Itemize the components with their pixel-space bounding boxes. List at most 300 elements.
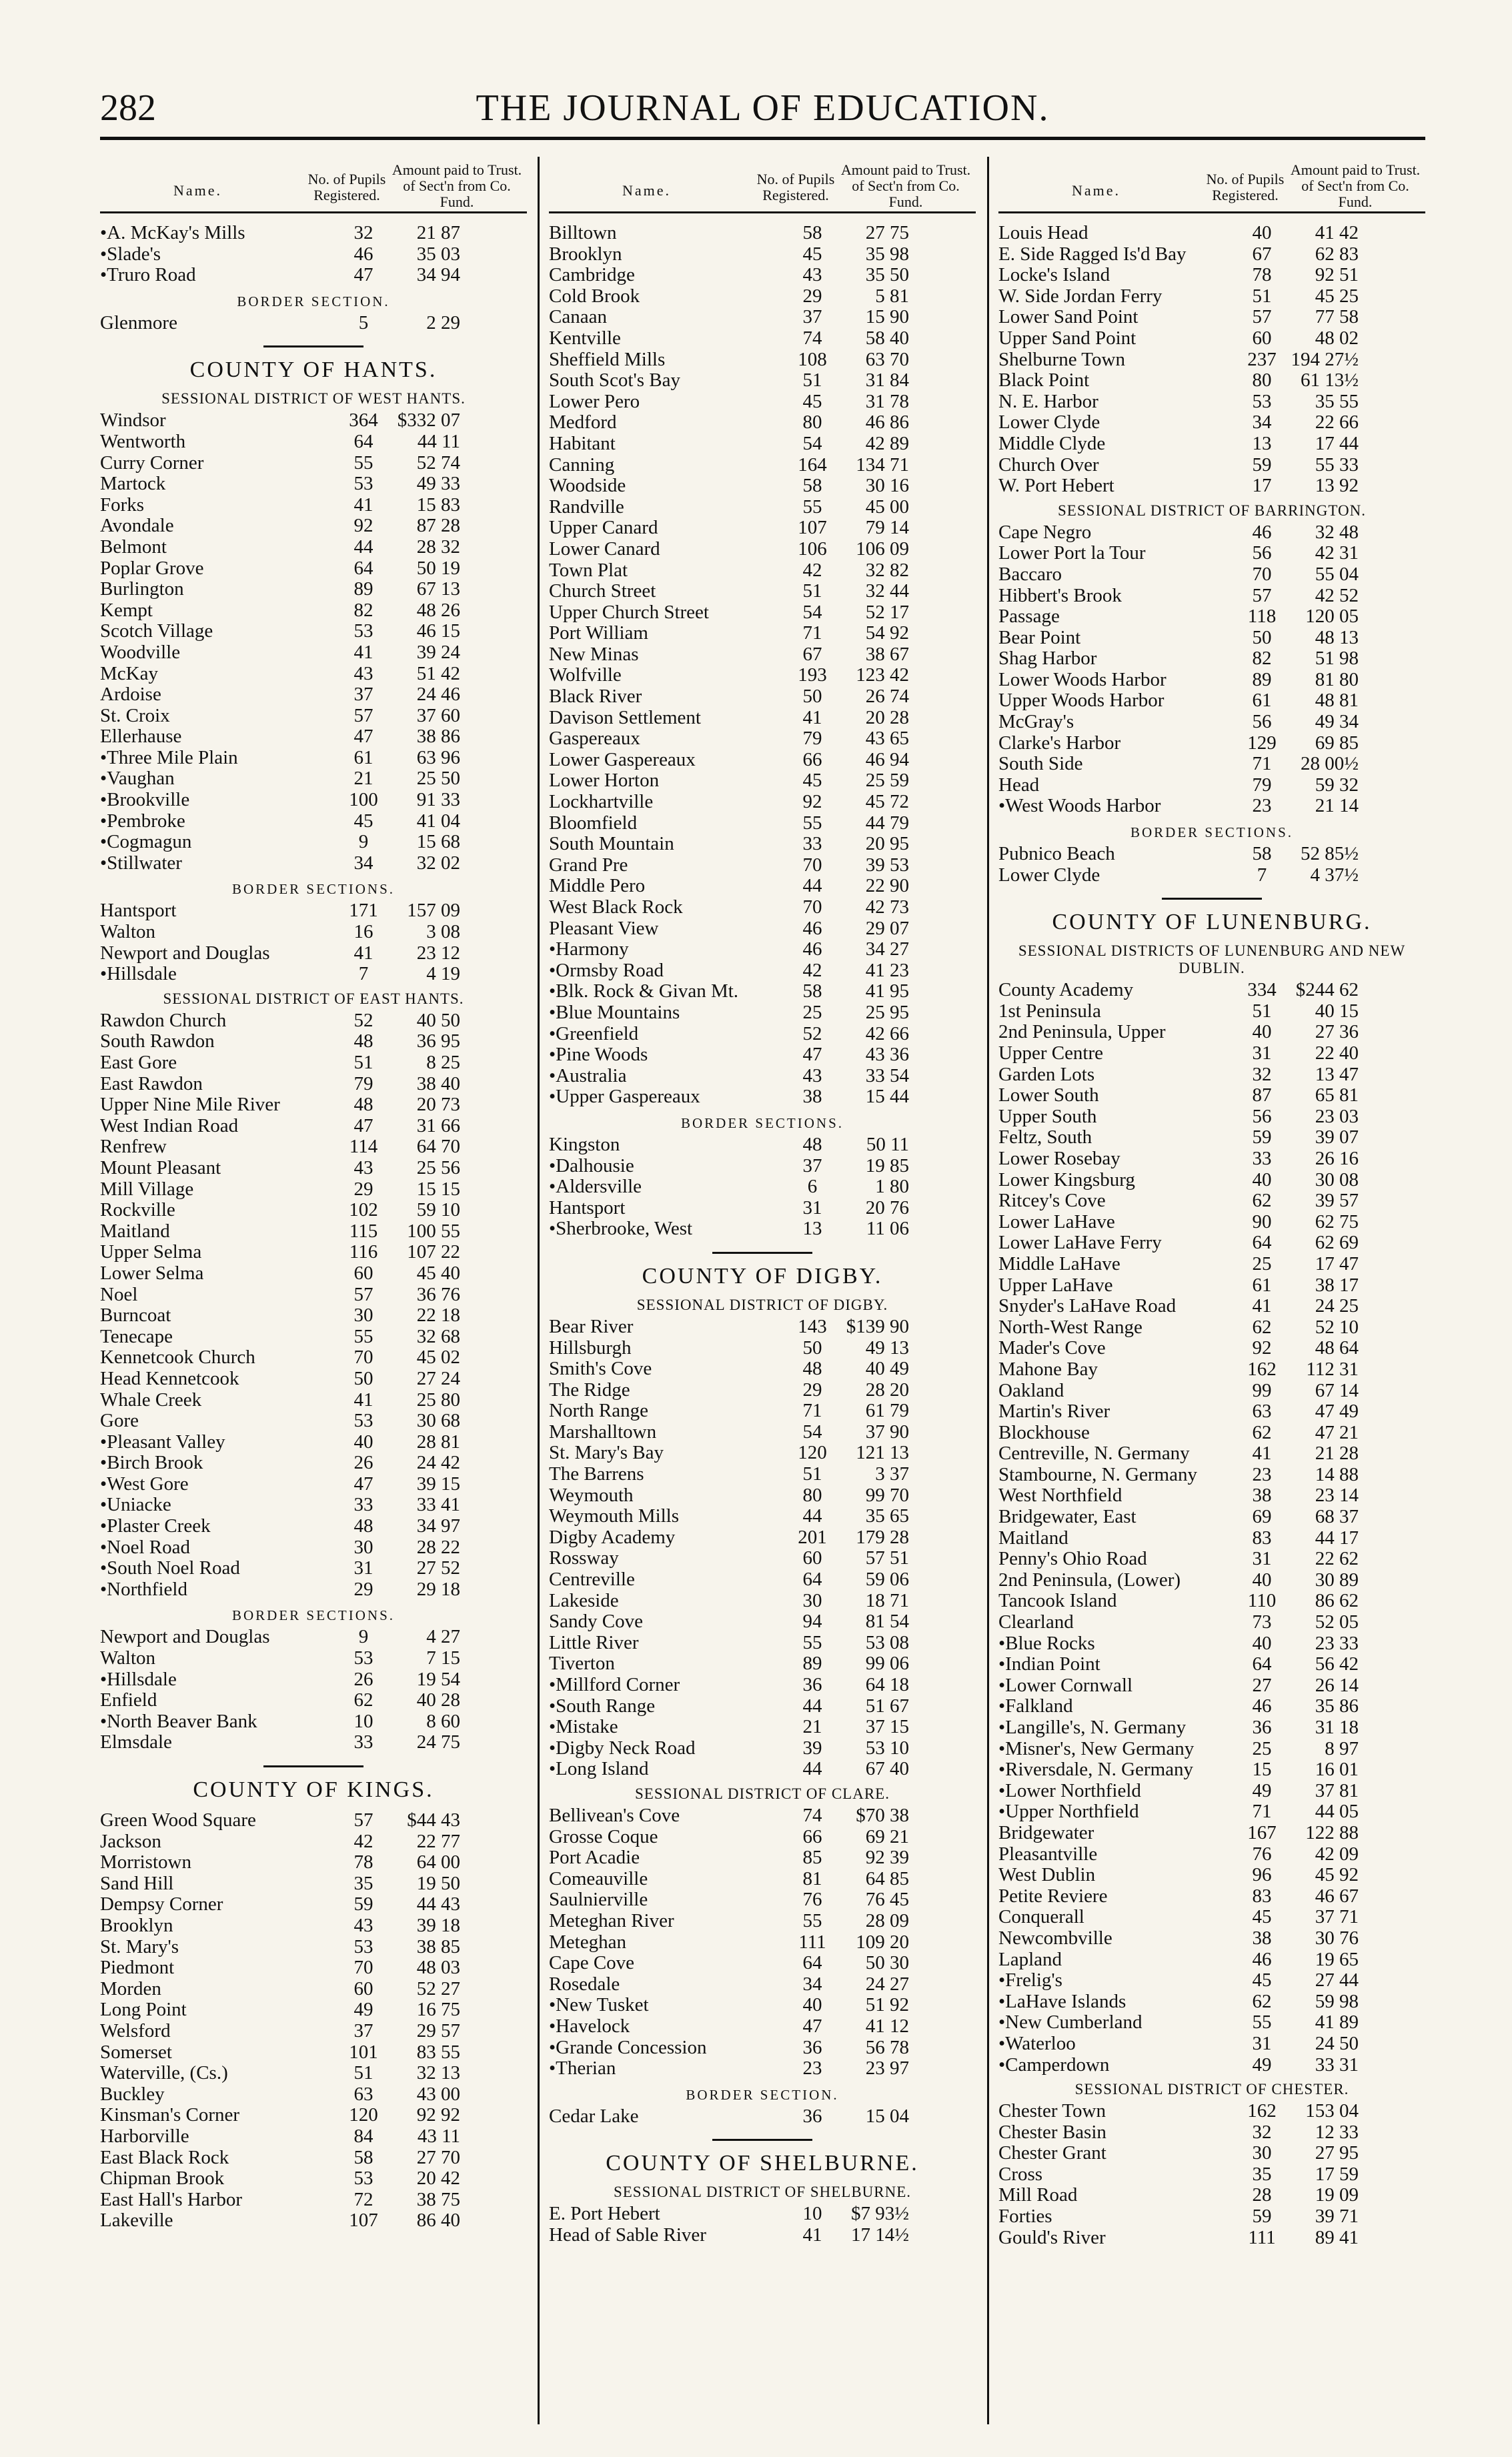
pupils-value: 59: [353, 1893, 373, 1915]
section-divider: [712, 1252, 812, 1254]
table-row: [998, 606, 1425, 628]
amount-value: 56 42: [1315, 1653, 1359, 1675]
header-amount: Amount paid to Trust. of Sect'n from Co. Fund.: [840, 161, 971, 210]
amount-value: 30 89: [1315, 1569, 1359, 1591]
section-name: Newport and Douglas: [100, 1627, 270, 1648]
table-row: [549, 1953, 976, 1974]
amount-value: 45 40: [416, 1262, 460, 1284]
section-name: Petite Reviere: [998, 1885, 1108, 1907]
table-row: [549, 244, 976, 265]
pupils-value: 55: [353, 1325, 373, 1347]
amount-value: 106 09: [856, 538, 909, 560]
pupils-value: 52: [353, 1009, 373, 1031]
section-name: Jackson: [100, 1831, 161, 1852]
pupils-value: 13: [802, 1218, 822, 1240]
amount-value: 37 71: [1315, 1906, 1359, 1928]
pupils-value: 35: [353, 1872, 373, 1894]
section-name: •Indian Point: [998, 1654, 1100, 1675]
amount-value: 18 71: [865, 1589, 909, 1611]
section-name: •Blk. Rock & Givan Mt.: [549, 981, 739, 1002]
amount-value: 42 52: [1315, 584, 1359, 606]
amount-value: 27 44: [1315, 1969, 1359, 1991]
section-name: •Blue Mountains: [549, 1002, 680, 1023]
pupils-value: 31: [802, 1196, 822, 1218]
amount-value: 44 17: [1315, 1527, 1359, 1549]
table-row: [100, 1411, 527, 1432]
pupils-value: 51: [1252, 1000, 1272, 1022]
pupils-value: 45: [1252, 1969, 1272, 1991]
amount-value: 8 25: [426, 1052, 460, 1073]
section-name: Bellivean's Cove: [549, 1805, 680, 1826]
pupils-value: 74: [802, 1804, 822, 1826]
amount-value: 17 47: [1315, 1253, 1359, 1275]
section-name: Wentworth: [100, 431, 186, 452]
amount-value: 45 00: [865, 496, 909, 518]
section-name: •Langille's, N. Germany: [998, 1717, 1187, 1738]
pupils-value: 116: [349, 1241, 378, 1263]
pupils-value: 71: [802, 1400, 822, 1422]
table-row: [100, 1579, 527, 1601]
amount-value: 42 31: [1315, 542, 1359, 564]
pupils-value: 56: [1252, 542, 1272, 564]
amount-value: 27 70: [416, 2146, 460, 2168]
pupils-value: 58: [802, 980, 822, 1002]
section-name: Tiverton: [549, 1653, 615, 1675]
section-name: North Range: [549, 1401, 648, 1422]
table-row: [998, 1928, 1425, 1949]
table-row: [100, 1711, 527, 1733]
table-row: [549, 602, 976, 624]
section-name: •Three Mile Plain: [100, 747, 238, 768]
amount-value: 64 18: [865, 1674, 909, 1695]
pupils-value: 51: [802, 580, 822, 602]
table-row: [998, 775, 1425, 796]
amount-value: 179 28: [856, 1526, 909, 1548]
table-row: [549, 665, 976, 686]
table-row: [100, 1453, 527, 1474]
pupils-value: 45: [802, 390, 822, 412]
table-row: [549, 1176, 976, 1198]
table-row: [549, 770, 976, 792]
table-row: [549, 328, 976, 349]
pupils-value: 87: [1252, 1084, 1272, 1106]
pupils-value: 83: [1252, 1527, 1272, 1549]
amount-value: 22 18: [416, 1305, 460, 1327]
table-row: [998, 286, 1425, 307]
amount-value: 49 33: [416, 473, 460, 495]
pupils-value: 40: [1252, 1168, 1272, 1190]
table-row: [998, 1886, 1425, 1907]
table-row: [998, 2143, 1425, 2164]
table-row: [998, 1907, 1425, 1928]
table-row: [549, 1024, 976, 1045]
district-heading: SESSIONAL DISTRICT OF EAST HANTS.: [163, 990, 464, 1007]
table-row: [998, 2164, 1425, 2186]
amount-value: 38 40: [416, 1072, 460, 1094]
amount-value: 22 62: [1315, 1548, 1359, 1570]
section-name: N. E. Harbor: [998, 391, 1098, 412]
pupils-value: 43: [802, 1064, 822, 1086]
amount-value: 42 89: [865, 432, 909, 454]
amount-value: 54 92: [865, 622, 909, 644]
section-name: Weymouth Mills: [549, 1506, 680, 1527]
table-row: [549, 1827, 976, 1848]
pupils-value: 41: [353, 641, 373, 663]
table-row: [549, 1995, 976, 2016]
amount-value: 34 97: [416, 1515, 460, 1537]
amount-value: 24 50: [1315, 2032, 1359, 2054]
pupils-value: 53: [353, 620, 373, 642]
pupils-value: 34: [353, 852, 373, 874]
pupils-value: 84: [353, 2125, 373, 2147]
amount-value: 22 66: [1315, 412, 1359, 434]
section-name: •Uniacke: [100, 1495, 171, 1516]
amount-value: 37 60: [416, 704, 460, 726]
table-row: [100, 410, 527, 432]
table-row: [549, 370, 976, 391]
amount-value: 22 90: [865, 875, 909, 897]
section-name: Black River: [549, 686, 642, 708]
table-row: [100, 2148, 527, 2169]
table-row: [100, 2042, 527, 2064]
section-name: Baccaro: [998, 564, 1062, 585]
section-name: Belmont: [100, 536, 167, 558]
amount-value: 7 15: [426, 1647, 460, 1669]
table-row: [998, 1338, 1425, 1359]
pupils-value: 90: [1252, 1210, 1272, 1233]
border-heading: BORDER SECTIONS.: [680, 1114, 844, 1131]
amount-value: 24 75: [416, 1731, 460, 1753]
section-name: •Ormsby Road: [549, 960, 664, 981]
pupils-value: 42: [802, 559, 822, 581]
section-name: •New Tusket: [549, 1995, 649, 2016]
amount-value: 48 81: [1315, 690, 1359, 712]
pupils-value: 46: [1252, 521, 1272, 543]
section-name: •Havelock: [549, 2015, 630, 2037]
amount-value: 81 80: [1315, 668, 1359, 690]
section-name: •Upper Northfield: [998, 1801, 1139, 1823]
pupils-value: 43: [353, 1156, 373, 1178]
section-name: Upper Nine Mile River: [100, 1094, 280, 1116]
table-row: [549, 792, 976, 813]
section-name: •Long Island: [549, 1759, 649, 1780]
pupils-value: 60: [353, 1262, 373, 1284]
amount-value: 40 28: [416, 1689, 460, 1711]
amount-value: 41 89: [1315, 2011, 1359, 2033]
pupils-value: 10: [802, 2203, 822, 2225]
section-name: Lower Gaspereaux: [549, 749, 696, 770]
pupils-value: 80: [802, 1484, 822, 1506]
pupils-value: 129: [1247, 732, 1277, 754]
pupils-value: 25: [1252, 1253, 1272, 1275]
table-row: [998, 1970, 1425, 1991]
section-name: Lakeville: [100, 2210, 173, 2232]
amount-value: 35 03: [416, 243, 460, 265]
pupils-value: 58: [1252, 843, 1272, 865]
pupils-value: 25: [1252, 1737, 1272, 1759]
pupils-value: 64: [802, 1952, 822, 1974]
table-row: [998, 733, 1425, 754]
pupils-value: 143: [798, 1315, 827, 1337]
pupils-value: 33: [802, 833, 822, 855]
section-name: Middle LaHave: [998, 1253, 1120, 1275]
table-row: [549, 476, 976, 497]
section-name: Locke's Island: [998, 265, 1110, 286]
section-name: Sandy Cove: [549, 1611, 643, 1633]
pupils-value: 101: [349, 2041, 378, 2063]
amount-value: 27 24: [416, 1367, 460, 1389]
section-name: Blockhouse: [998, 1422, 1090, 1443]
pupils-value: 60: [353, 1977, 373, 1999]
section-name: Maitland: [100, 1220, 170, 1242]
amount-value: 4 37½: [1310, 864, 1359, 886]
amount-value: 21 28: [1315, 1443, 1359, 1465]
table-row: [100, 579, 527, 600]
amount-value: 20 76: [865, 1196, 909, 1218]
district-heading: SESSIONAL DISTRICT OF BARRINGTON.: [1058, 502, 1366, 519]
table-row: [100, 1558, 527, 1579]
amount-value: 30 76: [1315, 1927, 1359, 1949]
table-row: [100, 1732, 527, 1753]
table-row: [998, 1612, 1425, 1633]
section-name: Waterville, (Cs.): [100, 2063, 228, 2084]
pupils-value: 21: [353, 768, 373, 790]
header-name: Name.: [622, 182, 672, 199]
amount-value: 62 75: [1315, 1210, 1359, 1233]
section-name: Kinsman's Corner: [100, 2105, 240, 2126]
table-row: [998, 1275, 1425, 1297]
pupils-value: 201: [798, 1526, 827, 1548]
pupils-value: 52: [802, 1022, 822, 1044]
table-row: [100, 495, 527, 516]
section-name: Head of Sable River: [549, 2224, 706, 2246]
table-row: [998, 796, 1425, 817]
amount-value: 44 11: [417, 430, 460, 452]
table-row: [998, 2012, 1425, 2033]
pupils-value: 43: [802, 264, 822, 286]
amount-value: 45 92: [1315, 1864, 1359, 1886]
pupils-value: 38: [1252, 1485, 1272, 1507]
section-name: Head Kennetcook: [100, 1368, 239, 1389]
section-name: Lower Clyde: [998, 864, 1100, 886]
pupils-value: 67: [802, 643, 822, 665]
amount-value: 44 79: [865, 812, 909, 834]
amount-value: 48 13: [1315, 626, 1359, 648]
table-row: [998, 2228, 1425, 2249]
pupils-value: 79: [802, 728, 822, 750]
pupils-value: 45: [1252, 1906, 1272, 1928]
section-name: Little River: [549, 1632, 639, 1653]
pupils-value: 30: [353, 1305, 373, 1327]
section-name: County Academy: [998, 980, 1134, 1001]
table-row: [998, 455, 1425, 476]
amount-value: 22 77: [416, 1830, 460, 1852]
section-name: Upper Centre: [998, 1043, 1104, 1064]
county-heading: COUNTY OF KINGS.: [193, 1777, 434, 1802]
amount-value: 49 13: [865, 1337, 909, 1359]
pupils-value: 30: [353, 1536, 373, 1558]
table-row: [100, 2084, 527, 2106]
section-name: •New Cumberland: [998, 2012, 1143, 2033]
amount-value: 121 13: [856, 1442, 909, 1464]
amount-value: 61 79: [865, 1400, 909, 1422]
pupils-value: 37: [802, 306, 822, 328]
pupils-value: 31: [1252, 1548, 1272, 1570]
district-heading: SESSIONAL DISTRICT OF CLARE.: [635, 1785, 890, 1802]
section-name: Cape Cove: [549, 1953, 635, 1974]
table-row: [549, 2058, 976, 2080]
amount-value: 19 54: [416, 1668, 460, 1690]
amount-value: 31 84: [865, 369, 909, 391]
pupils-value: 193: [798, 664, 827, 686]
table-row: [100, 2021, 527, 2042]
section-name: Cross: [998, 2164, 1043, 2185]
amount-value: $139 90: [846, 1315, 909, 1337]
section-name: Church Over: [998, 454, 1099, 476]
section-name: 2nd Peninsula, Upper: [998, 1022, 1166, 1043]
pupils-value: 40: [1252, 1021, 1272, 1043]
amount-value: 27 52: [416, 1557, 460, 1579]
pupils-value: 89: [1252, 668, 1272, 690]
pupils-value: 57: [353, 1283, 373, 1305]
table-row: [100, 1690, 527, 1711]
section-name: Town Plat: [549, 560, 628, 581]
column-body: [998, 223, 1425, 2248]
pupils-value: 36: [802, 2105, 822, 2127]
amount-value: 59 98: [1315, 1990, 1359, 2012]
amount-value: 53 10: [865, 1737, 909, 1759]
pupils-value: 83: [1252, 1885, 1272, 1907]
pupils-value: 164: [798, 454, 827, 476]
amount-value: 52 85½: [1301, 843, 1359, 865]
section-name: McGray's: [998, 712, 1074, 733]
table-row: [549, 750, 976, 771]
pupils-value: 111: [798, 1931, 826, 1953]
amount-value: 37 81: [1315, 1779, 1359, 1801]
amount-value: 4 27: [426, 1626, 460, 1648]
table-row: [998, 1148, 1425, 1170]
table-row: [100, 1937, 527, 1958]
amount-value: 35 98: [865, 243, 909, 265]
amount-value: 32 13: [416, 2062, 460, 2084]
section-name: Upper Church Street: [549, 602, 709, 623]
border-heading: BORDER SECTIONS.: [231, 1607, 396, 1624]
table-row: [549, 560, 976, 582]
amount-value: 122 88: [1305, 1821, 1359, 1843]
pupils-value: 40: [802, 1994, 822, 2016]
amount-value: 30 16: [865, 475, 909, 497]
section-name: Lower Rosebay: [998, 1148, 1120, 1169]
pupils-value: 60: [802, 1547, 822, 1569]
section-name: Upper LaHave: [998, 1275, 1113, 1296]
table-row: [998, 1696, 1425, 1717]
section-name: Renfrew: [100, 1136, 167, 1158]
amount-value: 19 65: [1315, 1948, 1359, 1970]
pupils-value: 237: [1247, 348, 1277, 370]
section-name: Rawdon Church: [100, 1010, 227, 1031]
amount-value: 112 31: [1306, 1358, 1359, 1380]
section-name: Welsford: [100, 2020, 171, 2041]
amount-value: 59 06: [865, 1569, 909, 1591]
table-row: [549, 939, 976, 960]
pupils-value: 79: [353, 1072, 373, 1094]
section-name: Lower Horton: [549, 770, 660, 792]
section-name: •Pleasant Valley: [100, 1431, 225, 1453]
amount-value: 63 70: [865, 348, 909, 370]
table-row: [549, 1359, 976, 1380]
amount-value: $44 43: [407, 1809, 460, 1831]
section-name: Brooklyn: [100, 1915, 173, 1936]
section-name: West Northfield: [998, 1485, 1122, 1507]
section-name: Ritcey's Cove: [998, 1190, 1106, 1212]
amount-value: 41 04: [416, 810, 460, 832]
pupils-value: 21: [802, 1716, 822, 1738]
table-row: [549, 1380, 976, 1401]
amount-value: 15 15: [416, 1178, 460, 1200]
pupils-value: 59: [1252, 2206, 1272, 2228]
table-row: [998, 1443, 1425, 1465]
amount-value: 32 44: [865, 580, 909, 602]
section-name: Bridgewater, East: [998, 1507, 1137, 1528]
table-row: [998, 1801, 1425, 1823]
pupils-value: 46: [802, 917, 822, 939]
table-row: [998, 328, 1425, 349]
table-row: [100, 432, 527, 453]
amount-value: 43 65: [865, 728, 909, 750]
pupils-value: 64: [1252, 1653, 1272, 1675]
section-name: Mill Road: [998, 2185, 1078, 2206]
pupils-value: 44: [802, 875, 822, 897]
amount-value: 31 66: [416, 1114, 460, 1136]
pupils-value: 57: [1252, 584, 1272, 606]
table-row: [549, 2204, 976, 2225]
amount-value: 47 49: [1315, 1401, 1359, 1423]
pupils-value: 59: [1252, 454, 1272, 476]
pupils-value: 38: [802, 1086, 822, 1108]
table-row: [998, 690, 1425, 712]
amount-value: 24 27: [865, 1973, 909, 1995]
amount-value: 56 78: [865, 2036, 909, 2058]
section-name: Bridgewater: [998, 1822, 1094, 1843]
section-name: Shag Harbor: [998, 648, 1097, 670]
amount-value: 12 33: [1315, 2121, 1359, 2143]
table-row: [998, 586, 1425, 607]
section-name: New Minas: [549, 644, 639, 665]
pupils-value: 29: [353, 1578, 373, 1600]
section-name: Canning: [549, 454, 615, 476]
pupils-value: 94: [802, 1611, 822, 1633]
pupils-value: 47: [353, 264, 373, 286]
amount-value: 4 19: [426, 963, 460, 985]
pupils-value: 106: [798, 538, 827, 560]
pupils-value: 38: [1252, 1927, 1272, 1949]
pupils-value: 9: [358, 1626, 369, 1648]
table-row: [998, 1781, 1425, 1802]
pupils-value: 30: [802, 1589, 822, 1611]
section-name: Glenmore: [100, 312, 177, 333]
section-name: •Stillwater: [100, 852, 182, 874]
pupils-value: 58: [802, 475, 822, 497]
table-row: [549, 981, 976, 1002]
amount-value: 55 33: [1315, 454, 1359, 476]
section-name: West Black Rock: [549, 897, 683, 918]
district-heading: SESSIONAL DISTRICT OF DIGBY.: [636, 1296, 888, 1313]
section-name: Cedar Lake: [549, 2106, 639, 2127]
amount-value: 15 90: [865, 306, 909, 328]
section-name: •Northfield: [100, 1579, 187, 1600]
section-name: •South Noel Road: [100, 1558, 240, 1579]
table-row: [100, 1136, 527, 1158]
